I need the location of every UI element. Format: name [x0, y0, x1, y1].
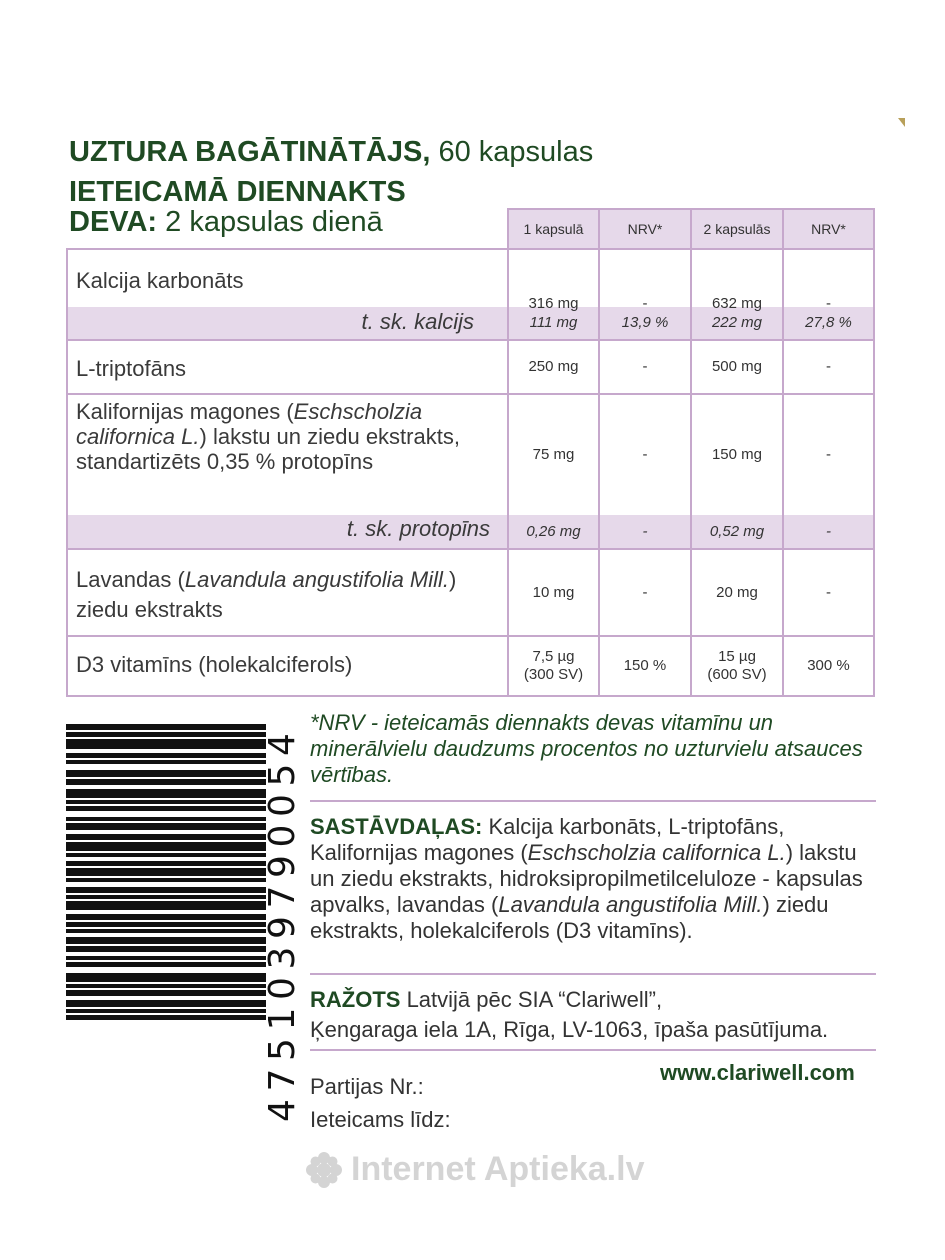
cell-value: - — [642, 358, 648, 375]
row-name-california-poppy: Kalifornijas magones (Eschscholzia californica L.) lakstu un ziedu ekstrakts, standartizēts 0,35 % protopīns — [76, 399, 460, 474]
row-sub-calcium: t. sk. kalcijs — [361, 309, 474, 334]
cell-value: 15 µg (600 SV) — [707, 648, 767, 683]
product-title: UZTURA BAGĀTINĀTĀJS, 60 kapsulas — [69, 136, 594, 168]
cell-value: 13,9 % — [621, 314, 669, 331]
barcode-bar — [66, 823, 266, 831]
cell-value: 316 mg — [528, 294, 579, 312]
barcode-bar — [66, 800, 266, 804]
divider — [310, 800, 876, 802]
row-name-calcium-carbonate: Kalcija karbonāts — [76, 268, 244, 293]
barcode-digits: 4751039790054 — [262, 725, 303, 1122]
barcode-bar — [66, 1000, 266, 1008]
row-sub-protopine: t. sk. protopīns — [346, 516, 490, 541]
cell-value: - — [642, 446, 648, 463]
barcode-bar — [66, 770, 266, 778]
cell-value: 632 mg — [711, 294, 763, 312]
cell-value: - — [826, 583, 831, 601]
barcode-bar — [66, 962, 266, 968]
barcode-bar — [66, 732, 266, 738]
barcode-bar — [66, 929, 266, 933]
cell-value: - — [642, 523, 648, 540]
divider — [310, 1049, 876, 1051]
barcode — [66, 724, 266, 1122]
cell-value: 111 mg — [529, 314, 578, 331]
cell-value: - — [826, 294, 831, 312]
cell-value: 75 mg — [532, 446, 575, 463]
barcode-bar — [66, 990, 266, 996]
barcode-bar — [66, 779, 266, 785]
barcode-bar — [66, 922, 266, 928]
manufacturer: RAŽOTS Latvijā pēc SIA “Clariwell”, Ķengaraga iela 1A, Rīga, LV-1063, īpaša pasūtījuma. — [310, 987, 829, 1042]
barcode-bar — [66, 861, 266, 867]
cell-value: - — [826, 446, 831, 463]
barcode-bar — [66, 914, 266, 920]
watermark-text: Internet Aptieka.lv — [351, 1150, 645, 1188]
cell-value: - — [642, 294, 648, 312]
barcode-bar — [66, 739, 266, 749]
cell-value: - — [826, 358, 831, 375]
barcode-bar — [66, 946, 266, 952]
barcode-bar — [66, 789, 266, 799]
website: www.clariwell.com — [660, 1060, 855, 1085]
row-name-lavender: Lavandas (Lavandula angustifolia Mill.) ziedu ekstrakts — [76, 567, 457, 622]
header-2-capsules: 2 kapsulās — [703, 220, 771, 237]
barcode-bar — [66, 937, 266, 945]
row-name-vitamin-d3: D3 vitamīns (holekalciferols) — [76, 652, 353, 677]
barcode-bar — [66, 817, 266, 821]
corner-mark — [898, 118, 905, 127]
cell-value: 0,52 mg — [709, 523, 765, 540]
header-nrv-1: NRV* — [627, 220, 663, 237]
barcode-bar — [66, 901, 266, 911]
cell-value: 150 % — [623, 657, 667, 674]
barcode-bar — [66, 868, 266, 876]
barcode-bar — [66, 842, 266, 852]
nrv-note: *NRV - ieteicamās diennakts devas vitamīnu un minerālvielu daudzums procentos no uzturvielu atsauces vērtības. — [310, 710, 863, 787]
leaf-logo-icon — [305, 1151, 343, 1189]
barcode-bar — [66, 724, 266, 730]
watermark — [305, 1150, 644, 1189]
dose-value: DEVA: 2 kapsulas dienā — [69, 206, 383, 238]
barcode-bar — [66, 806, 266, 812]
barcode-bar — [66, 973, 266, 983]
cell-value: 222 mg — [711, 314, 763, 331]
cell-value: 20 mg — [716, 583, 758, 601]
divider — [310, 973, 876, 975]
cell-value: 300 % — [807, 657, 850, 674]
barcode-bar — [66, 956, 266, 960]
ingredients: SASTĀVDAĻAS: Kalcija karbonāts, L-triptofāns, Kalifornijas magones (Eschscholzia californica L.) lakstu un ziedu ekstrakts, hidroksipropilmetilceluloze - kapsulas apvalks, lavandas (Lavandula angustifolia Mill.) ziedu ekstrakts, holekalciferols (D3 vitamīns). — [310, 814, 863, 943]
cell-value: 10 mg — [532, 583, 575, 601]
dose-title: IETEICAMĀ DIENNAKTS — [69, 176, 406, 208]
barcode-bar — [66, 1009, 266, 1013]
barcode-bar — [66, 760, 266, 764]
barcode-bar — [66, 984, 266, 988]
row-name-tryptophan: L-triptofāns — [76, 356, 187, 381]
cell-value: 500 mg — [711, 358, 763, 375]
batch-label: Partijas Nr.: — [310, 1074, 424, 1099]
cell-value: - — [642, 583, 648, 601]
barcode-bar — [66, 753, 266, 759]
cell-value: - — [826, 523, 831, 540]
cell-value: 27,8 % — [805, 314, 852, 331]
cell-value: 150 mg — [711, 446, 763, 463]
barcode-bar — [66, 878, 266, 882]
cell-value: 7,5 µg (300 SV) — [523, 648, 584, 683]
expiry-label: Ieteicams līdz: — [310, 1107, 451, 1132]
barcode-bar — [66, 834, 266, 840]
barcode-bar — [66, 895, 266, 899]
barcode-bar — [66, 887, 266, 893]
barcode-bar — [66, 853, 266, 857]
nutrition-table — [66, 208, 875, 697]
barcode-bar — [66, 1015, 266, 1021]
header-nrv-2: NRV* — [811, 220, 846, 237]
cell-value: 250 mg — [528, 358, 579, 375]
cell-value: 0,26 mg — [526, 523, 581, 540]
batch-info — [310, 1070, 451, 1136]
header-1-capsule: 1 kapsulā — [523, 220, 584, 237]
